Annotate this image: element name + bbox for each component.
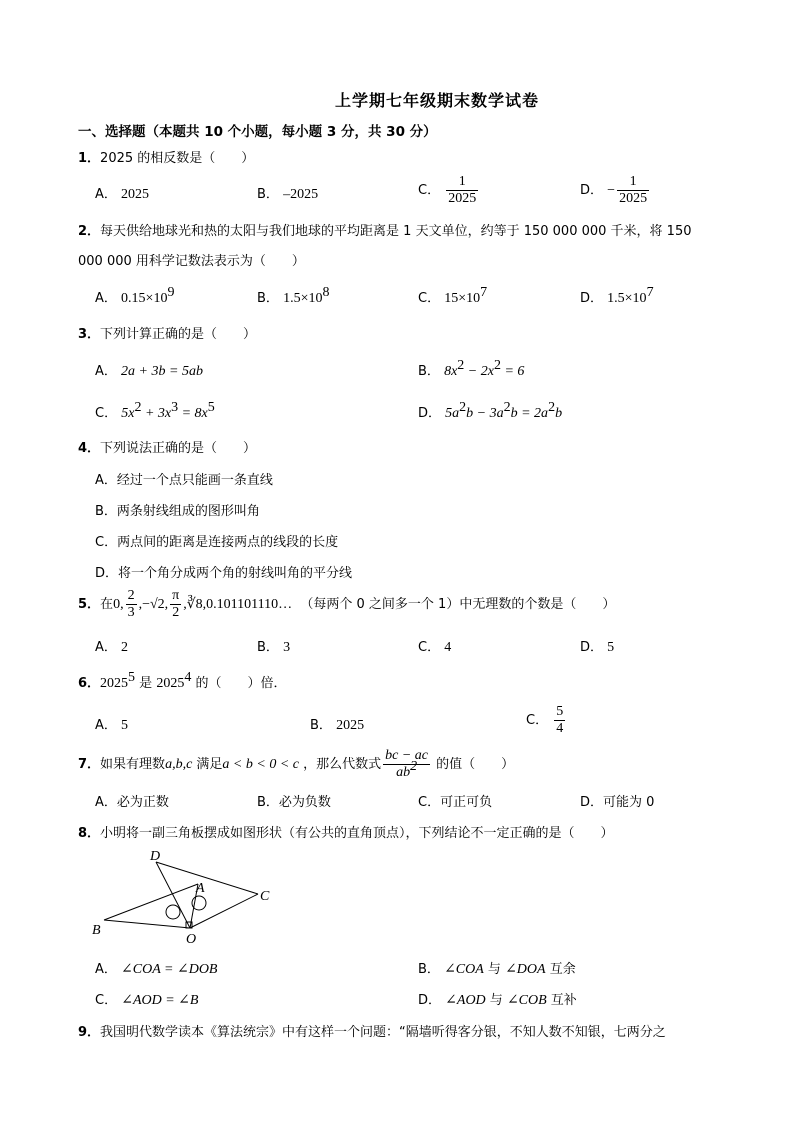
q3-option-a: A． 2a + 3b = 5ab (95, 364, 203, 379)
q5-option-c: C． 4 (418, 640, 452, 655)
q1-option-d: D． − $\frac{1}{2025}$ (580, 174, 648, 206)
question-9: 9．我国明代数学读本《算法统宗》中有这样一个问题：“隔墙听得客分银，不知人数不知银，七两分之 (78, 1025, 666, 1040)
line-ba (104, 884, 198, 920)
question-8: 8．小明将一副三角板摆成如图形状（有公共的直角顶点），下列结论不一定正确的是（ ） (78, 826, 614, 841)
q6-option-a: A． 5 (95, 718, 129, 733)
q2-option-a: A． $0.15\times 10^9$ (95, 285, 175, 306)
triangle-diagram (90, 848, 290, 948)
q8-option-d: D． ∠AOD 与 ∠COB 互补 (418, 993, 577, 1008)
label-c: C (260, 889, 270, 904)
q2-option-c: C． $15\times 10^7$ (418, 285, 488, 306)
line-do (156, 862, 190, 928)
q7-option-b: B．必为负数 (257, 795, 331, 810)
question-number: 1． (78, 151, 101, 166)
question-7: 7．如果有理数a,b,c 满足a < b < 0 < c ，那么代数式 $\frac{bc - ac}{ab^2}$ 的值（ ） (78, 748, 515, 780)
section-heading: 一、选择题（本题共 10 个小题，每小题 3 分，共 30 分） (78, 124, 437, 140)
q8-option-a: A． ∠COA = ∠DOB (95, 962, 218, 977)
q5-option-b: B． 3 (257, 640, 291, 655)
q6-option-b: B． 2025 (310, 718, 365, 733)
q3-option-b: B． $8x^2 - 2x^2 = 6$ (418, 358, 525, 379)
question-2-line2: 000 000 用科学记数法表示为（ ） (78, 254, 305, 269)
q2-option-b: B． $1.5\times 10^8$ (257, 285, 330, 306)
q5-option-d: D． 5 (580, 640, 615, 655)
line-bo (104, 920, 190, 928)
q1-option-c: C． $\frac{1}{2025}$ (418, 174, 477, 206)
q4-option-c: C．两点间的距离是连接两点的线段的长度 (95, 535, 339, 550)
q6-option-c: C． $\frac{5}{4}$ (526, 704, 564, 736)
question-6: 6．2025$^5$ 是 2025$^4$ 的（ ）倍． (78, 670, 287, 691)
label-a: A (196, 881, 205, 896)
q8-option-c: C． ∠AOD = ∠B (95, 993, 199, 1008)
q8-option-b: B． ∠COA 与 ∠DOA 互余 (418, 962, 576, 977)
q3-option-c: C． $5x^2 + 3x^3 = 8x^5$ (95, 400, 215, 421)
q7-option-c: C．可正可负 (418, 795, 493, 810)
question-2: 2．每天供给地球光和热的太阳与我们地球的平均距离是 1 天文单位，约等于 150 000 000 千米，将 150 (78, 224, 692, 239)
question-1 (78, 147, 254, 166)
question-text: 2025 的相反数是（ ） (100, 151, 255, 166)
angle-mark-left (166, 905, 180, 919)
label-b: B (92, 923, 101, 938)
q7-option-d: D．可能为 0 (580, 795, 655, 810)
q5-option-a: A． 2 (95, 640, 129, 655)
line-oc (190, 894, 258, 928)
q1-option-b: B． –2025 (257, 187, 319, 202)
question-3: 3．下列计算正确的是（ ） (78, 327, 257, 342)
q3-option-d: D． $5a^2b - 3a^2b = 2a^2b$ (418, 400, 563, 421)
question-5: 5．在0, $\frac{2}{3}$ ,−√2, $\frac{\pi}{2}$ ,∛8,0.101101110… （每两个 0 之间多一个 1）中无理数的个数是（ ） (78, 588, 616, 620)
q7-option-a: A．必为正数 (95, 795, 169, 810)
label-d: D (150, 849, 161, 864)
q4-option-a: A．经过一个点只能画一条直线 (95, 473, 273, 488)
question-4: 4．下列说法正确的是（ ） (78, 441, 257, 456)
q1-option-a: A． 2025 (95, 187, 150, 202)
q4-option-b: B．两条射线组成的图形叫角 (95, 504, 260, 519)
page-title: 上学期七年级期末数学试卷 (334, 91, 539, 110)
q4-option-d: D．将一个角分成两个角的射线叫角的平分线 (95, 566, 353, 581)
line-dc (156, 862, 258, 894)
q2-option-d: D． $1.5\times 10^7$ (580, 285, 654, 306)
label-o: O (186, 932, 197, 947)
